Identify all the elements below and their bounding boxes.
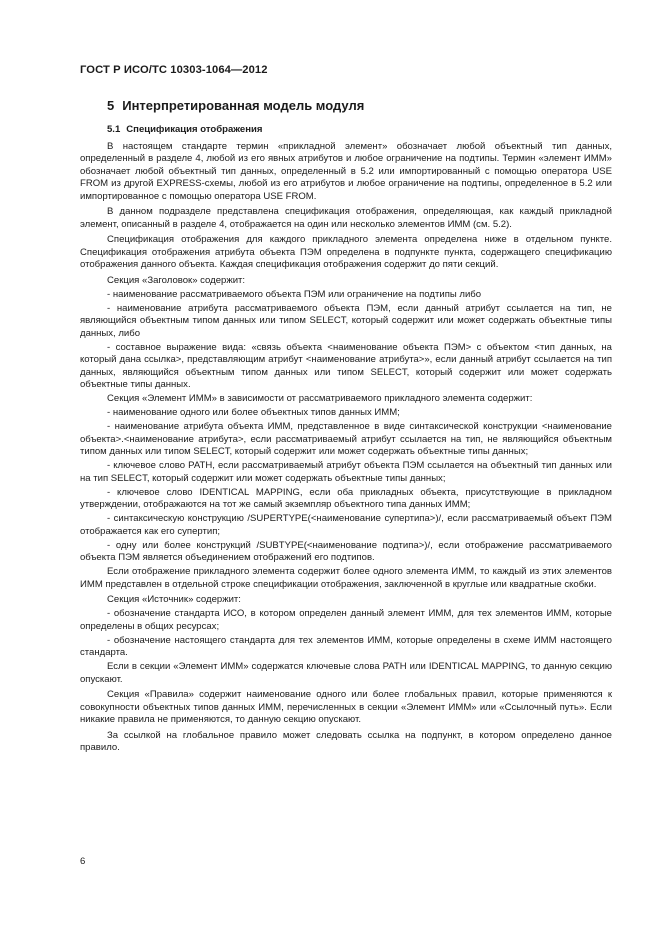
paragraph: Секция «Элемент ИММ» в зависимости от рассматриваемого прикладного элемента содержит: <box>107 393 533 404</box>
paragraph: Секция «Источник» содержит: <box>107 594 241 605</box>
paragraph: Секция «Правила» содержит наименование одного или более глобальных правил, которые применяются к совокупности объектных типов данных ИММ, перечисленных в секции «Элемент ИММ» или «Ссылочный путь». Если никакие правила не применяются, то данную секцию опускают. <box>80 689 612 725</box>
section-number: 5 <box>107 98 115 113</box>
list-item: - ключевое слово PATH, если рассматриваемый атрибут объекта ПЭМ ссылается на объектный тип данных или на тип SELECT, который содержит или может содержать объектные типы данных; <box>80 460 612 484</box>
paragraph: Если в секции «Элемент ИММ» содержатся ключевые слова PATH или IDENTICAL MAPPING, то данную секцию опускают. <box>80 661 612 685</box>
paragraph: Спецификация отображения для каждого прикладного элемента определена ниже в отдельном пункте. Спецификация отображения атрибута объекта ПЭМ определена в подпункте пункта, содержащего спецификацию отображения данного объекта. Каждая спецификация отображения содержит до пяти секций. <box>80 234 612 270</box>
subsection-title: Спецификация отображения <box>126 124 263 135</box>
paragraph: За ссылкой на глобальное правило может следовать ссылка на подпункт, в котором определено данное правило. <box>80 729 612 753</box>
list-item: - синтаксическую конструкцию /SUPERTYPE(<наименование супертипа>)/, если рассматриваемый объект ПЭМ отображается как его супертип; <box>80 513 612 537</box>
document-body <box>80 124 612 758</box>
list-item: - наименование атрибута объекта ИММ, представленное в виде синтаксической конструкции <наименование объекта>.<наименование атрибута>, если рассматриваемый атрибут ссылается на тип, не являющийся объектным типом данных или типом SELECT, который содержит или может содержать объектные типы данных; <box>80 421 612 457</box>
page-number: 6 <box>80 856 86 867</box>
list-item: - ключевое слово IDENTICAL MAPPING, если оба прикладных объекта, присутствующие в прикладном утверждении, отображаются на тот же самый экземпляр объектного типа данных ИММ; <box>80 486 612 510</box>
list-item: - составное выражение вида: «связь объекта <наименование объекта ПЭМ> с объектом <тип данных, на который дана ссылка>, представляющим атрибут <наименование атрибута>», если данный атрибут ссылается на тип данных, являющийся объектным типом данных или типом SELECT, который содержит или может содержать объектные типы данных. <box>80 341 612 390</box>
list-item: - наименование рассматриваемого объекта ПЭМ или ограничение на подтипы либо <box>107 288 482 300</box>
paragraph: В настоящем стандарте термин «прикладной элемент» обозначает любой объектный тип данных, определенный в разделе 4, любой из его явных атрибутов и любое ограничение на подтипы. Термин «элемент ИММ» обозначает любой объектный тип данных, определенный в 5.2 или импортированный с помощью оператора USE FROM из другой EXPRESS-схемы, любой из его атрибутов и любое ограничение на подтипы, определенное в 5.2 или импортированное с помощью оператора USE FROM. <box>80 140 612 202</box>
paragraph: Если отображение прикладного элемента содержит более одного элемента ИММ, то каждый из этих элементов ИММ представлен в отдельной строке спецификации отображения, заключенной в круглые или квадратные скобки. <box>80 566 612 590</box>
subsection-heading <box>80 124 612 137</box>
list-item: - обозначение стандарта ИСО, в котором определен данный элемент ИММ, для тех элементов ИММ, которые определены в общих ресурсах; <box>80 608 612 632</box>
list-item: - наименование атрибута рассматриваемого объекта ПЭМ, если данный атрибут ссылается на тип, не являющийся объектным типом данных или типом SELECT, который содержит или может содержать объектные типы данных, либо <box>80 302 612 339</box>
paragraph: В данном подразделе представлена спецификация отображения, определяющая, как каждый прикладной элемент, описанный в разделе 4, отображается на один или несколько элементов ИММ (см. 5.2). <box>80 206 612 230</box>
subsection-number: 5.1 <box>107 124 121 135</box>
list-item: - обозначение настоящего стандарта для тех элементов ИММ, которые определены в схеме ИММ настоящего стандарта. <box>80 634 612 658</box>
section-heading <box>80 98 627 113</box>
list-item: - одну или более конструкций /SUBTYPE(<наименование подтипа>)/, если отображение рассматриваемого объекта ПЭМ является объединением отображений его подтипов. <box>80 539 612 563</box>
section-title: Интерпретированная модель модуля <box>122 98 365 113</box>
document-header: ГОСТ Р ИСО/ТС 10303-1064—2012 <box>80 64 268 76</box>
list-item: - наименование одного или более объектных типов данных ИММ; <box>107 407 400 418</box>
paragraph: Секция «Заголовок» содержит: <box>107 274 246 286</box>
